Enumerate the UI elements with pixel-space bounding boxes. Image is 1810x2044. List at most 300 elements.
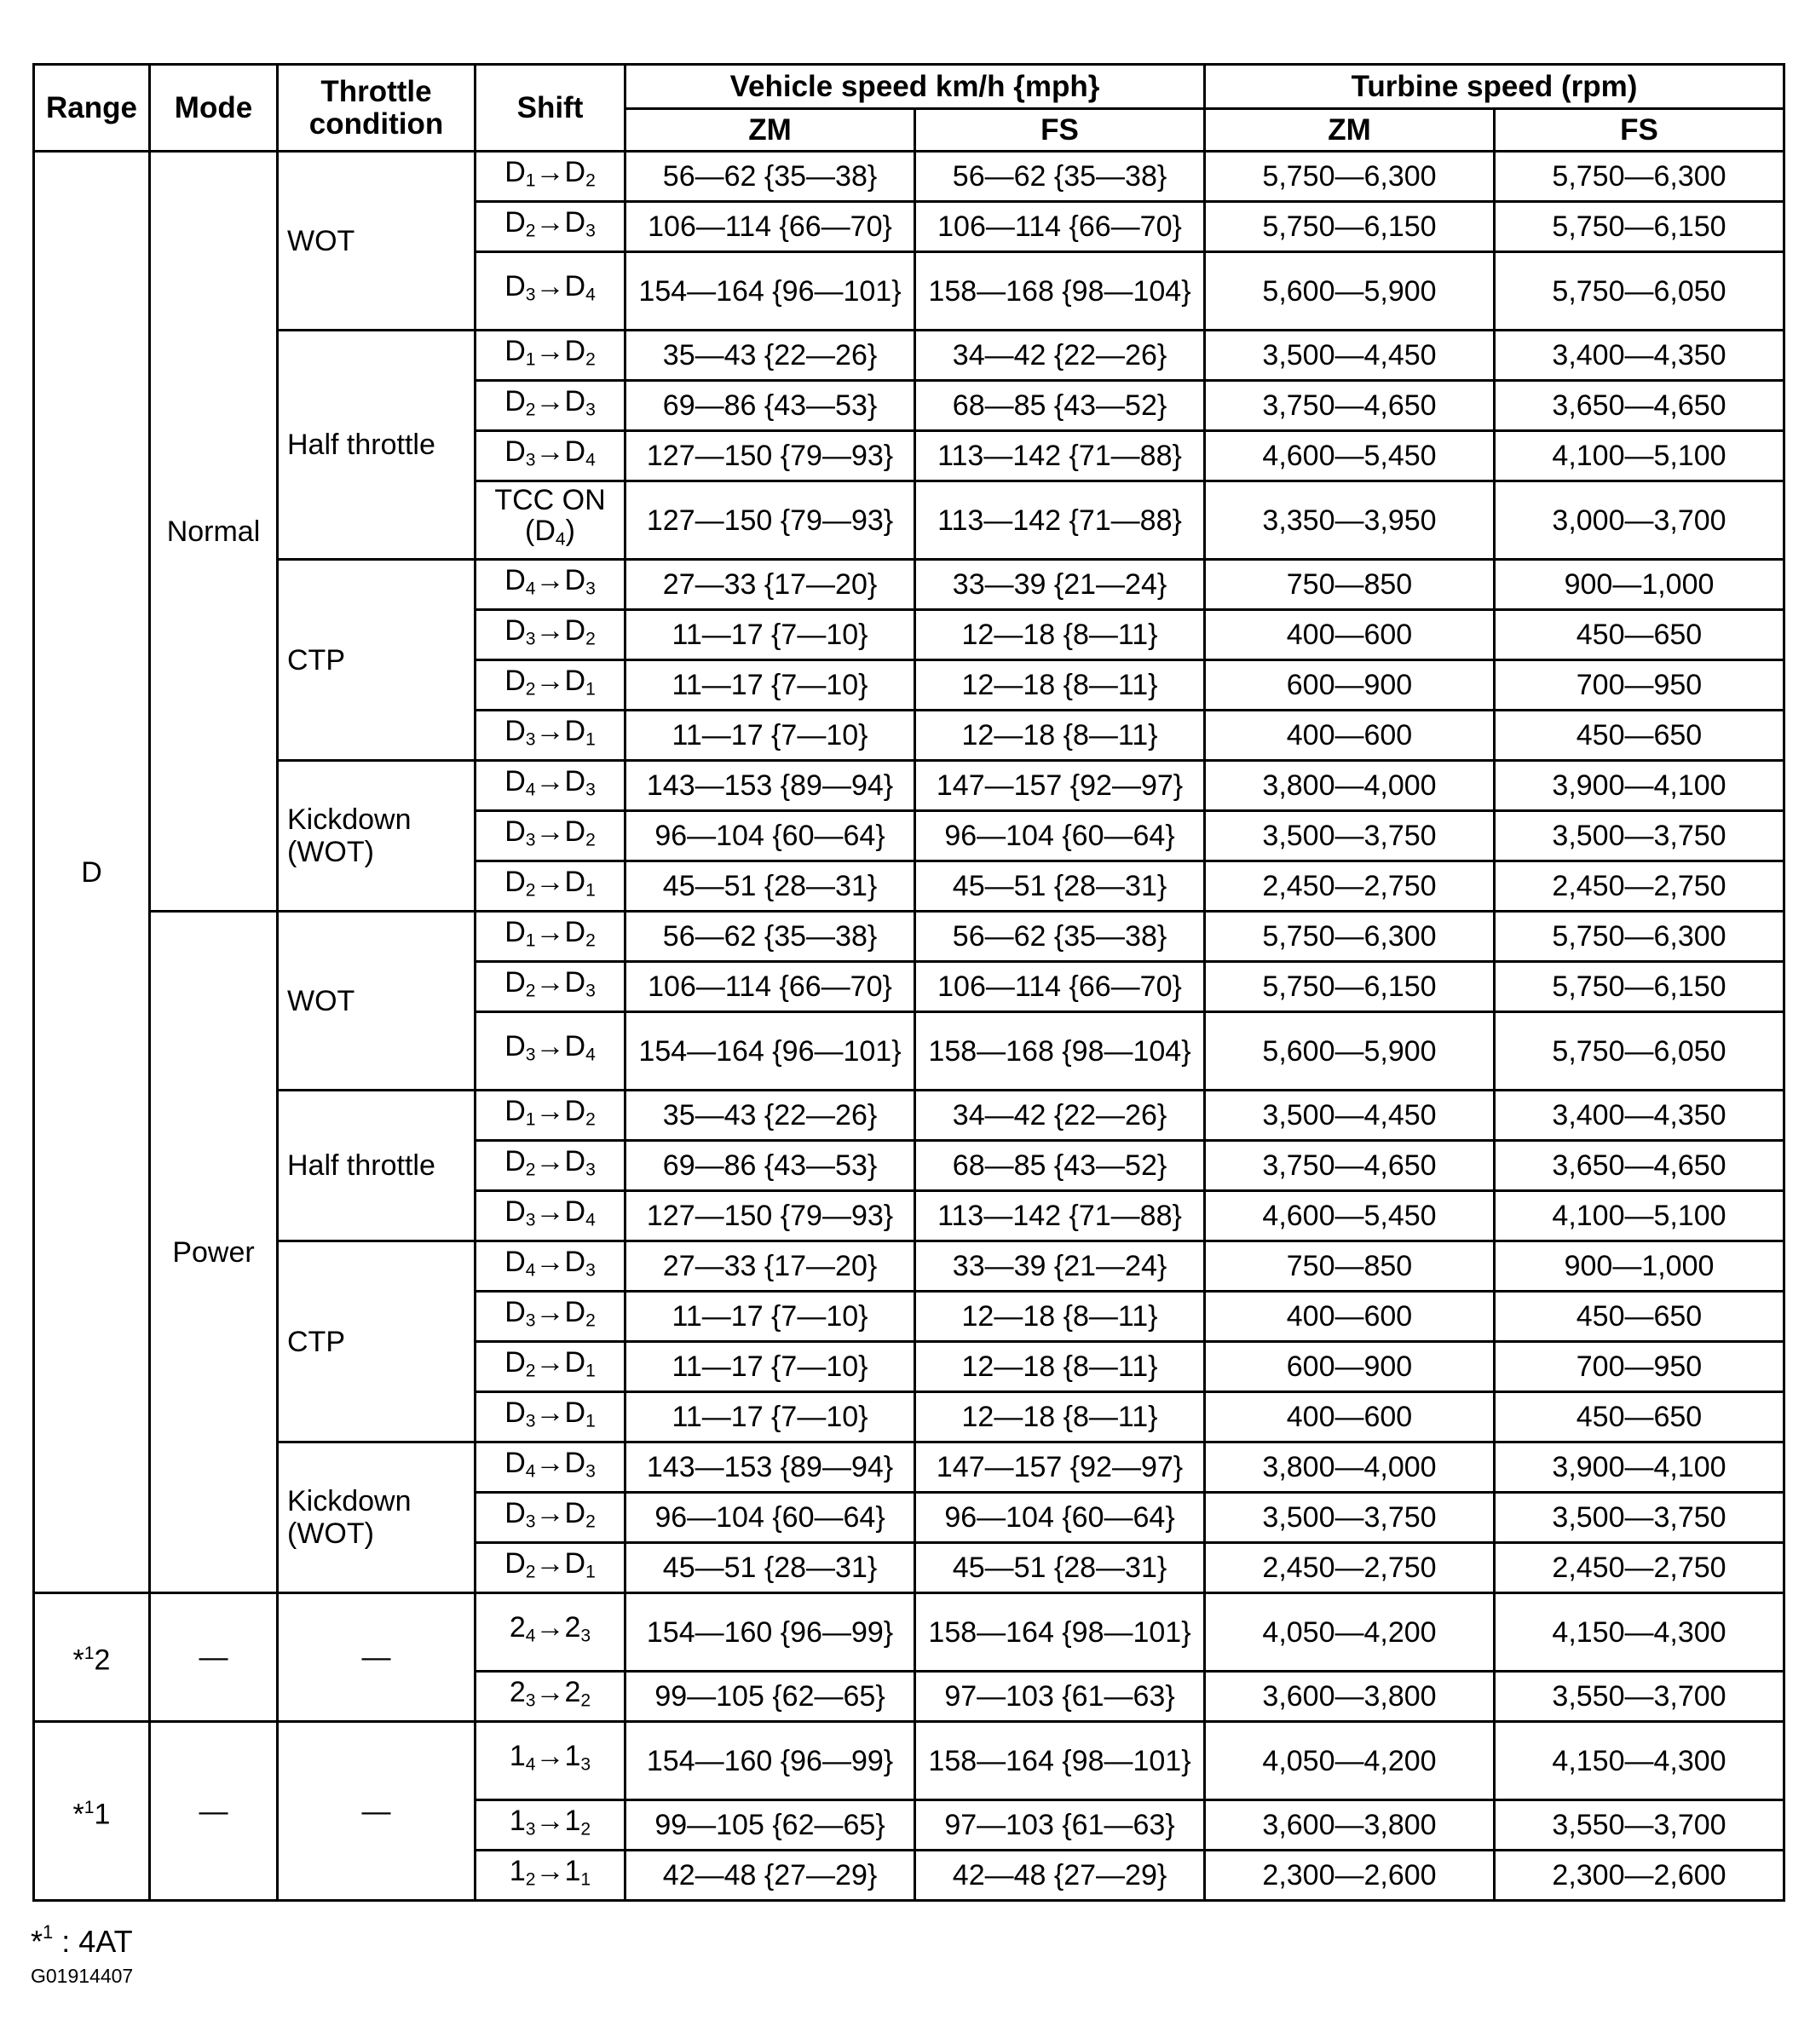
- shift-part: 2: [525, 1160, 536, 1180]
- turbine-speed-zm: 3,500—3,750: [1205, 1493, 1495, 1543]
- turbine-speed-zm: 400—600: [1205, 610, 1495, 660]
- turbine-speed-fs: 450—650: [1495, 1292, 1784, 1342]
- header-mode: Mode: [150, 65, 278, 152]
- shift-cell: [476, 962, 625, 1012]
- shift-cell: [476, 912, 625, 962]
- shift-part: 1: [509, 1804, 526, 1837]
- shift-part: 2: [564, 1611, 581, 1644]
- turbine-speed-fs: 2,450—2,750: [1495, 861, 1784, 912]
- shift-part: 3: [585, 1461, 596, 1482]
- vehicle-speed-fs: 12—18 {8—11}: [915, 610, 1205, 660]
- shift-part: D: [564, 1295, 586, 1328]
- range-cell: [34, 1722, 150, 1901]
- throttle-cell: Half throttle: [278, 331, 476, 560]
- turbine-speed-fs: 4,100—5,100: [1495, 1191, 1784, 1241]
- turbine-speed-fs: 3,900—4,100: [1495, 761, 1784, 811]
- vehicle-speed-fs: 12—18 {8—11}: [915, 660, 1205, 711]
- shift-part: D: [564, 1144, 586, 1177]
- shift-cell: [476, 1543, 625, 1593]
- shift-part: 2: [525, 679, 536, 700]
- shift-cell: [476, 481, 625, 560]
- shift-part: D: [504, 915, 526, 948]
- vehicle-speed-fs: 97—103 {61—63}: [915, 1672, 1205, 1722]
- vehicle-speed-fs: 45—51 {28—31}: [915, 1543, 1205, 1593]
- turbine-speed-zm: 600—900: [1205, 1342, 1495, 1392]
- shift-part: D: [564, 1345, 586, 1379]
- shift-part: 3: [585, 780, 596, 800]
- shift-cell: [476, 560, 625, 610]
- turbine-speed-fs: 900—1,000: [1495, 560, 1784, 610]
- shift-part: →: [535, 865, 565, 898]
- shift-part: 3: [585, 400, 596, 420]
- turbine-speed-zm: 3,600—3,800: [1205, 1672, 1495, 1722]
- turbine-speed-zm: 4,600—5,450: [1205, 1191, 1495, 1241]
- shift-part: 2: [509, 1675, 526, 1708]
- turbine-speed-fs: 5,750—6,150: [1495, 202, 1784, 252]
- vehicle-speed-zm: 106—114 {66—70}: [625, 202, 915, 252]
- vehicle-speed-fs: 33—39 {21—24}: [915, 560, 1205, 610]
- shift-part: D: [504, 1396, 526, 1429]
- shift-cell: [476, 1241, 625, 1292]
- turbine-speed-zm: 3,800—4,000: [1205, 1442, 1495, 1493]
- shift-part: 4: [525, 1260, 536, 1281]
- table-row: [34, 152, 1784, 202]
- turbine-speed-fs: 3,650—4,650: [1495, 1141, 1784, 1191]
- throttle-cell: Half throttle: [278, 1091, 476, 1241]
- shift-cell: [476, 1851, 625, 1901]
- throttle-cell: WOT: [278, 152, 476, 331]
- turbine-speed-fs: 450—650: [1495, 1392, 1784, 1442]
- vehicle-speed-zm: 154—160 {96—99}: [625, 1593, 915, 1672]
- turbine-speed-fs: 2,300—2,600: [1495, 1851, 1784, 1901]
- turbine-speed-fs: 3,500—3,750: [1495, 811, 1784, 861]
- shift-part: D: [564, 764, 586, 797]
- shift-part: 4: [585, 1210, 596, 1230]
- vehicle-speed-fs: 96—104 {60—64}: [915, 811, 1205, 861]
- vehicle-speed-zm: 96—104 {60—64}: [625, 1493, 915, 1543]
- vehicle-speed-zm: 27—33 {17—20}: [625, 560, 915, 610]
- shift-part: D: [504, 1094, 526, 1127]
- turbine-speed-fs: 3,000—3,700: [1495, 481, 1784, 560]
- shift-part: 4: [555, 529, 566, 550]
- turbine-speed-zm: 4,600—5,450: [1205, 431, 1495, 481]
- shift-part: D: [564, 1496, 586, 1529]
- vehicle-speed-zm: 143—153 {89—94}: [625, 761, 915, 811]
- shift-part: 2: [564, 1675, 581, 1708]
- shift-part: D: [564, 384, 586, 417]
- turbine-speed-zm: 750—850: [1205, 1241, 1495, 1292]
- shift-part: 3: [525, 1819, 536, 1840]
- vehicle-speed-zm: 154—164 {96—101}: [625, 1012, 915, 1091]
- shift-part: TCC ON (D: [494, 484, 606, 548]
- turbine-speed-fs: 4,150—4,300: [1495, 1722, 1784, 1800]
- shift-cell: [476, 1342, 625, 1392]
- shift-part: 1: [585, 729, 596, 750]
- shift-part: D: [564, 205, 586, 239]
- shift-part: D: [504, 1030, 526, 1063]
- vehicle-speed-fs: 56—62 {35—38}: [915, 152, 1205, 202]
- turbine-speed-zm: 2,300—2,600: [1205, 1851, 1495, 1901]
- shift-part: →: [535, 965, 565, 999]
- turbine-speed-zm: 2,450—2,750: [1205, 1543, 1495, 1593]
- shift-part: D: [504, 664, 526, 697]
- shift-cell: [476, 811, 625, 861]
- turbine-speed-fs: 700—950: [1495, 660, 1784, 711]
- table-row: [34, 1722, 1784, 1800]
- shift-part: D: [564, 1195, 586, 1228]
- footnote-sup: 1: [43, 1921, 54, 1943]
- vehicle-speed-fs: 158—168 {98—104}: [915, 252, 1205, 331]
- shift-part: D: [564, 965, 586, 999]
- range-mark: *: [72, 1798, 84, 1831]
- shift-part: D: [504, 965, 526, 999]
- shift-part: 2: [585, 830, 596, 850]
- shift-cell: [476, 1800, 625, 1851]
- shift-part: D: [504, 205, 526, 239]
- header-shift: Shift: [476, 65, 625, 152]
- vehicle-speed-fs: 42—48 {27—29}: [915, 1851, 1205, 1901]
- shift-part: →: [535, 384, 565, 417]
- shift-part: 1: [585, 1411, 596, 1431]
- shift-part: →: [535, 1295, 565, 1328]
- shift-part: 1: [585, 679, 596, 700]
- shift-part: D: [504, 1195, 526, 1228]
- shift-part: D: [504, 1245, 526, 1278]
- turbine-speed-zm: 3,750—4,650: [1205, 1141, 1495, 1191]
- shift-cell: [476, 1012, 625, 1091]
- turbine-speed-zm: 5,750—6,150: [1205, 202, 1495, 252]
- turbine-speed-zm: 3,750—4,650: [1205, 381, 1495, 431]
- shift-part: 3: [580, 1754, 591, 1775]
- shift-part: →: [535, 1030, 565, 1063]
- table-row: [34, 560, 1784, 610]
- shift-cell: [476, 431, 625, 481]
- turbine-speed-zm: 3,350—3,950: [1205, 481, 1495, 560]
- shift-part: 4: [525, 1626, 536, 1646]
- table-row: [34, 912, 1784, 962]
- vehicle-speed-fs: 12—18 {8—11}: [915, 1342, 1205, 1392]
- turbine-speed-zm: 5,750—6,300: [1205, 152, 1495, 202]
- header-throttle: Throttle condition: [278, 65, 476, 152]
- header-turbine-speed: Turbine speed (rpm): [1205, 65, 1784, 109]
- header-range: Range: [34, 65, 150, 152]
- throttle-cell: CTP: [278, 560, 476, 761]
- table-row: [34, 1442, 1784, 1493]
- range-sup: 1: [84, 1797, 95, 1817]
- footnote: [31, 1915, 133, 1959]
- vehicle-speed-zm: 35—43 {22—26}: [625, 1091, 915, 1141]
- shift-part: →: [535, 1546, 565, 1580]
- shift-cell: [476, 1091, 625, 1141]
- shift-part: →: [535, 764, 565, 797]
- vehicle-speed-zm: 69—86 {43—53}: [625, 1141, 915, 1191]
- shift-cell: [476, 1191, 625, 1241]
- shift-part: →: [535, 1094, 565, 1127]
- vehicle-speed-zm: 154—160 {96—99}: [625, 1722, 915, 1800]
- table-row: [34, 761, 1784, 811]
- shift-cell: [476, 381, 625, 431]
- vehicle-speed-fs: 113—142 {71—88}: [915, 1191, 1205, 1241]
- shift-part: 1: [585, 1361, 596, 1381]
- turbine-speed-zm: 750—850: [1205, 560, 1495, 610]
- shift-part: D: [504, 1144, 526, 1177]
- shift-part: D: [564, 270, 586, 303]
- shift-part: 3: [525, 629, 536, 649]
- shift-part: →: [535, 915, 565, 948]
- shift-part: D: [504, 613, 526, 647]
- shift-part: →: [535, 664, 565, 697]
- vehicle-speed-fs: 106—114 {66—70}: [915, 962, 1205, 1012]
- shift-part: →: [535, 1675, 565, 1708]
- shift-cell: [476, 202, 625, 252]
- turbine-speed-fs: 5,750—6,050: [1495, 252, 1784, 331]
- shift-cell: [476, 861, 625, 912]
- turbine-speed-fs: 3,400—4,350: [1495, 1091, 1784, 1141]
- shift-part: 3: [525, 1411, 536, 1431]
- shift-part: 3: [525, 729, 536, 750]
- vehicle-speed-fs: 68—85 {43—52}: [915, 381, 1205, 431]
- turbine-speed-fs: 3,400—4,350: [1495, 331, 1784, 381]
- shift-part: D: [564, 915, 586, 948]
- shift-part: 2: [509, 1611, 526, 1644]
- vehicle-speed-fs: 147—157 {92—97}: [915, 1442, 1205, 1493]
- shift-part: D: [504, 334, 526, 367]
- shift-part: 1: [585, 1562, 596, 1582]
- turbine-speed-zm: 4,050—4,200: [1205, 1593, 1495, 1672]
- shift-part: D: [564, 334, 586, 367]
- vehicle-speed-zm: 127—150 {79—93}: [625, 431, 915, 481]
- shift-cell: [476, 1292, 625, 1342]
- vehicle-speed-zm: 69—86 {43—53}: [625, 381, 915, 431]
- shift-part: 1: [585, 880, 596, 901]
- shift-part: 3: [525, 1511, 536, 1532]
- shift-part: D: [564, 714, 586, 747]
- turbine-speed-zm: 400—600: [1205, 711, 1495, 761]
- shift-part: 1: [564, 1804, 581, 1837]
- vehicle-speed-fs: 12—18 {8—11}: [915, 1392, 1205, 1442]
- vehicle-speed-zm: 45—51 {28—31}: [625, 861, 915, 912]
- shift-part: D: [564, 664, 586, 697]
- shift-part: 4: [525, 579, 536, 599]
- shift-part: →: [535, 435, 565, 468]
- mode-cell: —: [150, 1722, 278, 1901]
- vehicle-speed-fs: 12—18 {8—11}: [915, 1292, 1205, 1342]
- shift-part: ): [565, 515, 575, 548]
- turbine-speed-zm: 400—600: [1205, 1392, 1495, 1442]
- shift-part: 2: [525, 880, 536, 901]
- shift-part: 2: [585, 1310, 596, 1331]
- turbine-speed-zm: 2,450—2,750: [1205, 861, 1495, 912]
- throttle-cell: CTP: [278, 1241, 476, 1442]
- turbine-speed-zm: 400—600: [1205, 1292, 1495, 1342]
- shift-part: 4: [585, 450, 596, 470]
- shift-part: D: [504, 435, 526, 468]
- turbine-speed-zm: 3,600—3,800: [1205, 1800, 1495, 1851]
- turbine-speed-zm: 600—900: [1205, 660, 1495, 711]
- vehicle-speed-fs: 113—142 {71—88}: [915, 481, 1205, 560]
- shift-part: 3: [585, 1260, 596, 1281]
- shift-cell: [476, 1672, 625, 1722]
- shift-cell: [476, 1493, 625, 1543]
- shift-part: 1: [509, 1740, 526, 1773]
- table-row: [34, 1091, 1784, 1141]
- vehicle-speed-fs: 33—39 {21—24}: [915, 1241, 1205, 1292]
- shift-part: →: [535, 270, 565, 303]
- footnote-mark: *: [31, 1924, 43, 1959]
- vehicle-speed-zm: 11—17 {7—10}: [625, 1342, 915, 1392]
- throttle-cell: Kickdown (WOT): [278, 761, 476, 912]
- shift-part: D: [504, 563, 526, 596]
- shift-part: 3: [525, 1310, 536, 1331]
- shift-part: D: [504, 1345, 526, 1379]
- shift-part: D: [564, 1396, 586, 1429]
- shift-cell: [476, 331, 625, 381]
- header-vehicle-speed: Vehicle speed km/h {mph}: [625, 65, 1205, 109]
- shift-part: 1: [525, 1109, 536, 1130]
- shift-part: →: [535, 1611, 565, 1644]
- table-row: [34, 1593, 1784, 1672]
- shift-cell: [476, 610, 625, 660]
- shift-part: →: [535, 563, 565, 596]
- shift-part: D: [564, 1030, 586, 1063]
- shift-part: D: [504, 815, 526, 848]
- shift-part: 3: [585, 1160, 596, 1180]
- turbine-speed-zm: 3,500—4,450: [1205, 331, 1495, 381]
- mode-cell: Power: [150, 912, 278, 1593]
- vehicle-speed-zm: 106—114 {66—70}: [625, 962, 915, 1012]
- shift-part: 2: [585, 170, 596, 191]
- shift-part: 2: [525, 1361, 536, 1381]
- shift-part: →: [535, 155, 565, 188]
- vehicle-speed-fs: 97—103 {61—63}: [915, 1800, 1205, 1851]
- vehicle-speed-zm: 99—105 {62—65}: [625, 1672, 915, 1722]
- shift-part: D: [564, 865, 586, 898]
- header-vehicle-fs: FS: [915, 109, 1205, 152]
- vehicle-speed-fs: 147—157 {92—97}: [915, 761, 1205, 811]
- shift-part: 4: [585, 1045, 596, 1065]
- vehicle-speed-fs: 158—164 {98—101}: [915, 1593, 1205, 1672]
- vehicle-speed-zm: 11—17 {7—10}: [625, 1292, 915, 1342]
- header-turbine-fs: FS: [1495, 109, 1784, 152]
- shift-part: D: [564, 155, 586, 188]
- shift-part: 3: [525, 1210, 536, 1230]
- vehicle-speed-fs: 158—164 {98—101}: [915, 1722, 1205, 1800]
- shift-part: 1: [564, 1740, 581, 1773]
- turbine-speed-zm: 5,600—5,900: [1205, 1012, 1495, 1091]
- turbine-speed-fs: 450—650: [1495, 610, 1784, 660]
- turbine-speed-zm: 5,600—5,900: [1205, 252, 1495, 331]
- throttle-cell: Kickdown (WOT): [278, 1442, 476, 1593]
- vehicle-speed-zm: 45—51 {28—31}: [625, 1543, 915, 1593]
- shift-part: 2: [580, 1690, 591, 1711]
- shift-part: 3: [525, 1045, 536, 1065]
- shift-part: →: [535, 334, 565, 367]
- vehicle-speed-fs: 158—168 {98—104}: [915, 1012, 1205, 1091]
- shift-part: →: [535, 1144, 565, 1177]
- shift-part: 4: [525, 1461, 536, 1482]
- shift-part: →: [535, 714, 565, 747]
- vehicle-speed-fs: 45—51 {28—31}: [915, 861, 1205, 912]
- figure-id: G01914407: [31, 1965, 134, 1987]
- turbine-speed-fs: 700—950: [1495, 1342, 1784, 1392]
- range-sup: 1: [84, 1644, 95, 1664]
- shift-cell: [476, 1141, 625, 1191]
- shift-part: 2: [525, 221, 536, 241]
- shift-cell: [476, 761, 625, 811]
- shift-part: →: [535, 1345, 565, 1379]
- vehicle-speed-zm: 127—150 {79—93}: [625, 1191, 915, 1241]
- shift-part: →: [535, 1804, 565, 1837]
- turbine-speed-fs: 5,750—6,150: [1495, 962, 1784, 1012]
- turbine-speed-fs: 5,750—6,300: [1495, 912, 1784, 962]
- shift-cell: [476, 660, 625, 711]
- mode-cell: —: [150, 1593, 278, 1722]
- range-mark: *: [72, 1644, 84, 1677]
- shift-part: D: [564, 1245, 586, 1278]
- vehicle-speed-zm: 56—62 {35—38}: [625, 912, 915, 962]
- shift-part: 3: [525, 1690, 536, 1711]
- vehicle-speed-fs: 113—142 {71—88}: [915, 431, 1205, 481]
- shift-part: →: [535, 1496, 565, 1529]
- vehicle-speed-zm: 35—43 {22—26}: [625, 331, 915, 381]
- shift-part: 3: [525, 830, 536, 850]
- shift-part: D: [564, 815, 586, 848]
- turbine-speed-fs: 5,750—6,050: [1495, 1012, 1784, 1091]
- shift-part: 2: [525, 1562, 536, 1582]
- vehicle-speed-zm: 42—48 {27—29}: [625, 1851, 915, 1901]
- shift-part: D: [504, 384, 526, 417]
- turbine-speed-zm: 3,500—3,750: [1205, 811, 1495, 861]
- shift-part: 4: [525, 1754, 536, 1775]
- turbine-speed-fs: 3,550—3,700: [1495, 1672, 1784, 1722]
- shift-part: 3: [585, 221, 596, 241]
- vehicle-speed-zm: 127—150 {79—93}: [625, 481, 915, 560]
- table-body: [34, 152, 1784, 1901]
- shift-part: 2: [525, 1869, 536, 1890]
- header-turbine-zm: ZM: [1205, 109, 1495, 152]
- shift-part: 1: [525, 349, 536, 370]
- shift-part: D: [504, 764, 526, 797]
- shift-part: D: [564, 1446, 586, 1479]
- turbine-speed-fs: 4,150—4,300: [1495, 1593, 1784, 1672]
- table-row: [34, 1241, 1784, 1292]
- shift-cell: [476, 1722, 625, 1800]
- vehicle-speed-fs: 68—85 {43—52}: [915, 1141, 1205, 1191]
- vehicle-speed-fs: 34—42 {22—26}: [915, 331, 1205, 381]
- vehicle-speed-fs: 12—18 {8—11}: [915, 711, 1205, 761]
- shift-part: →: [535, 1446, 565, 1479]
- shift-part: 2: [580, 1819, 591, 1840]
- shift-part: D: [564, 613, 586, 647]
- shift-part: →: [535, 1854, 565, 1887]
- turbine-speed-zm: 3,500—4,450: [1205, 1091, 1495, 1141]
- shift-part: D: [504, 1496, 526, 1529]
- shift-part: →: [535, 1396, 565, 1429]
- shift-part: →: [535, 1740, 565, 1773]
- turbine-speed-fs: 4,100—5,100: [1495, 431, 1784, 481]
- footnote-text: : 4AT: [53, 1924, 133, 1959]
- shift-part: 2: [585, 1511, 596, 1532]
- shift-part: D: [504, 1295, 526, 1328]
- turbine-speed-fs: 3,500—3,750: [1495, 1493, 1784, 1543]
- shift-cell: [476, 1392, 625, 1442]
- range-value: 2: [94, 1644, 111, 1677]
- turbine-speed-fs: 450—650: [1495, 711, 1784, 761]
- vehicle-speed-zm: 27—33 {17—20}: [625, 1241, 915, 1292]
- shift-part: →: [535, 613, 565, 647]
- shift-part: 1: [564, 1854, 581, 1887]
- range-cell: D: [34, 152, 150, 1593]
